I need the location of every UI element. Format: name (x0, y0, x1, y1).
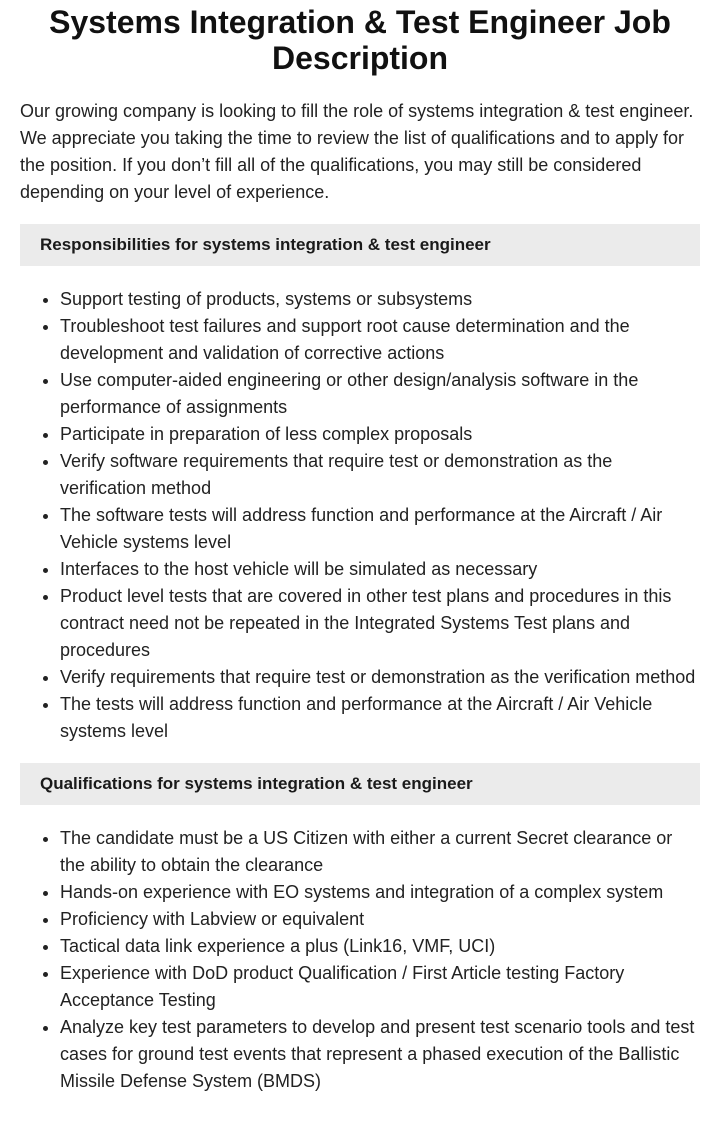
list-item: • The candidate must be a US Citizen with either a current Secret clearance or the ability to obtain the clearance (60, 825, 700, 879)
list-item: • Use computer-aided engineering or other design/analysis software in the performance of assignments (60, 367, 700, 421)
list-item: • Verify requirements that require test or demonstration as the verification method (60, 664, 700, 691)
list-item: • Troubleshoot test failures and support root cause determination and the development and validation of corrective actions (60, 313, 700, 367)
list-item: • Analyze key test parameters to develop and present test scenario tools and test cases for ground test events that represent a phased execution of the Ballistic Missile Defense System (BMDS) (60, 1014, 700, 1095)
list-item: • Support testing of products, systems or subsystems (60, 286, 700, 313)
intro-paragraph: Our growing company is looking to fill the role of systems integration & test engineer. We appreciate you taking the time to review the list of qualifications and to apply for the position. If you don’t fill all of the qualifications, you may still be considered depending on your level of experience. (20, 101, 694, 202)
list-item: • The tests will address function and performance at the Aircraft / Air Vehicle systems level (60, 691, 700, 745)
qualifications-list (20, 825, 700, 1095)
responsibilities-section (20, 224, 700, 745)
list-item: • Participate in preparation of less complex proposals (60, 421, 700, 448)
list-item: • The software tests will address function and performance at the Aircraft / Air Vehicle systems level (60, 502, 700, 556)
list-item: • Experience with DoD product Qualification / First Article testing Factory Acceptance Testing (60, 960, 700, 1014)
list-item: • Hands-on experience with EO systems and integration of a complex system (60, 879, 700, 906)
list-item: • Verify software requirements that require test or demonstration as the verification method (60, 448, 700, 502)
qualifications-section (20, 763, 700, 1095)
list-item: • Tactical data link experience a plus (Link16, VMF, UCI) (60, 933, 700, 960)
list-item: • Proficiency with Labview or equivalent (60, 906, 700, 933)
list-item: • Interfaces to the host vehicle will be simulated as necessary (60, 556, 700, 583)
page-title: Systems Integration & Test Engineer Job Description (49, 4, 671, 76)
responsibilities-header: Responsibilities for systems integration & test engineer (20, 224, 700, 266)
qualifications-header: Qualifications for systems integration & test engineer (20, 763, 700, 805)
responsibilities-list (20, 286, 700, 745)
list-item: • Product level tests that are covered in other test plans and procedures in this contract need not be repeated in the Integrated Systems Test plans and procedures (60, 583, 700, 664)
